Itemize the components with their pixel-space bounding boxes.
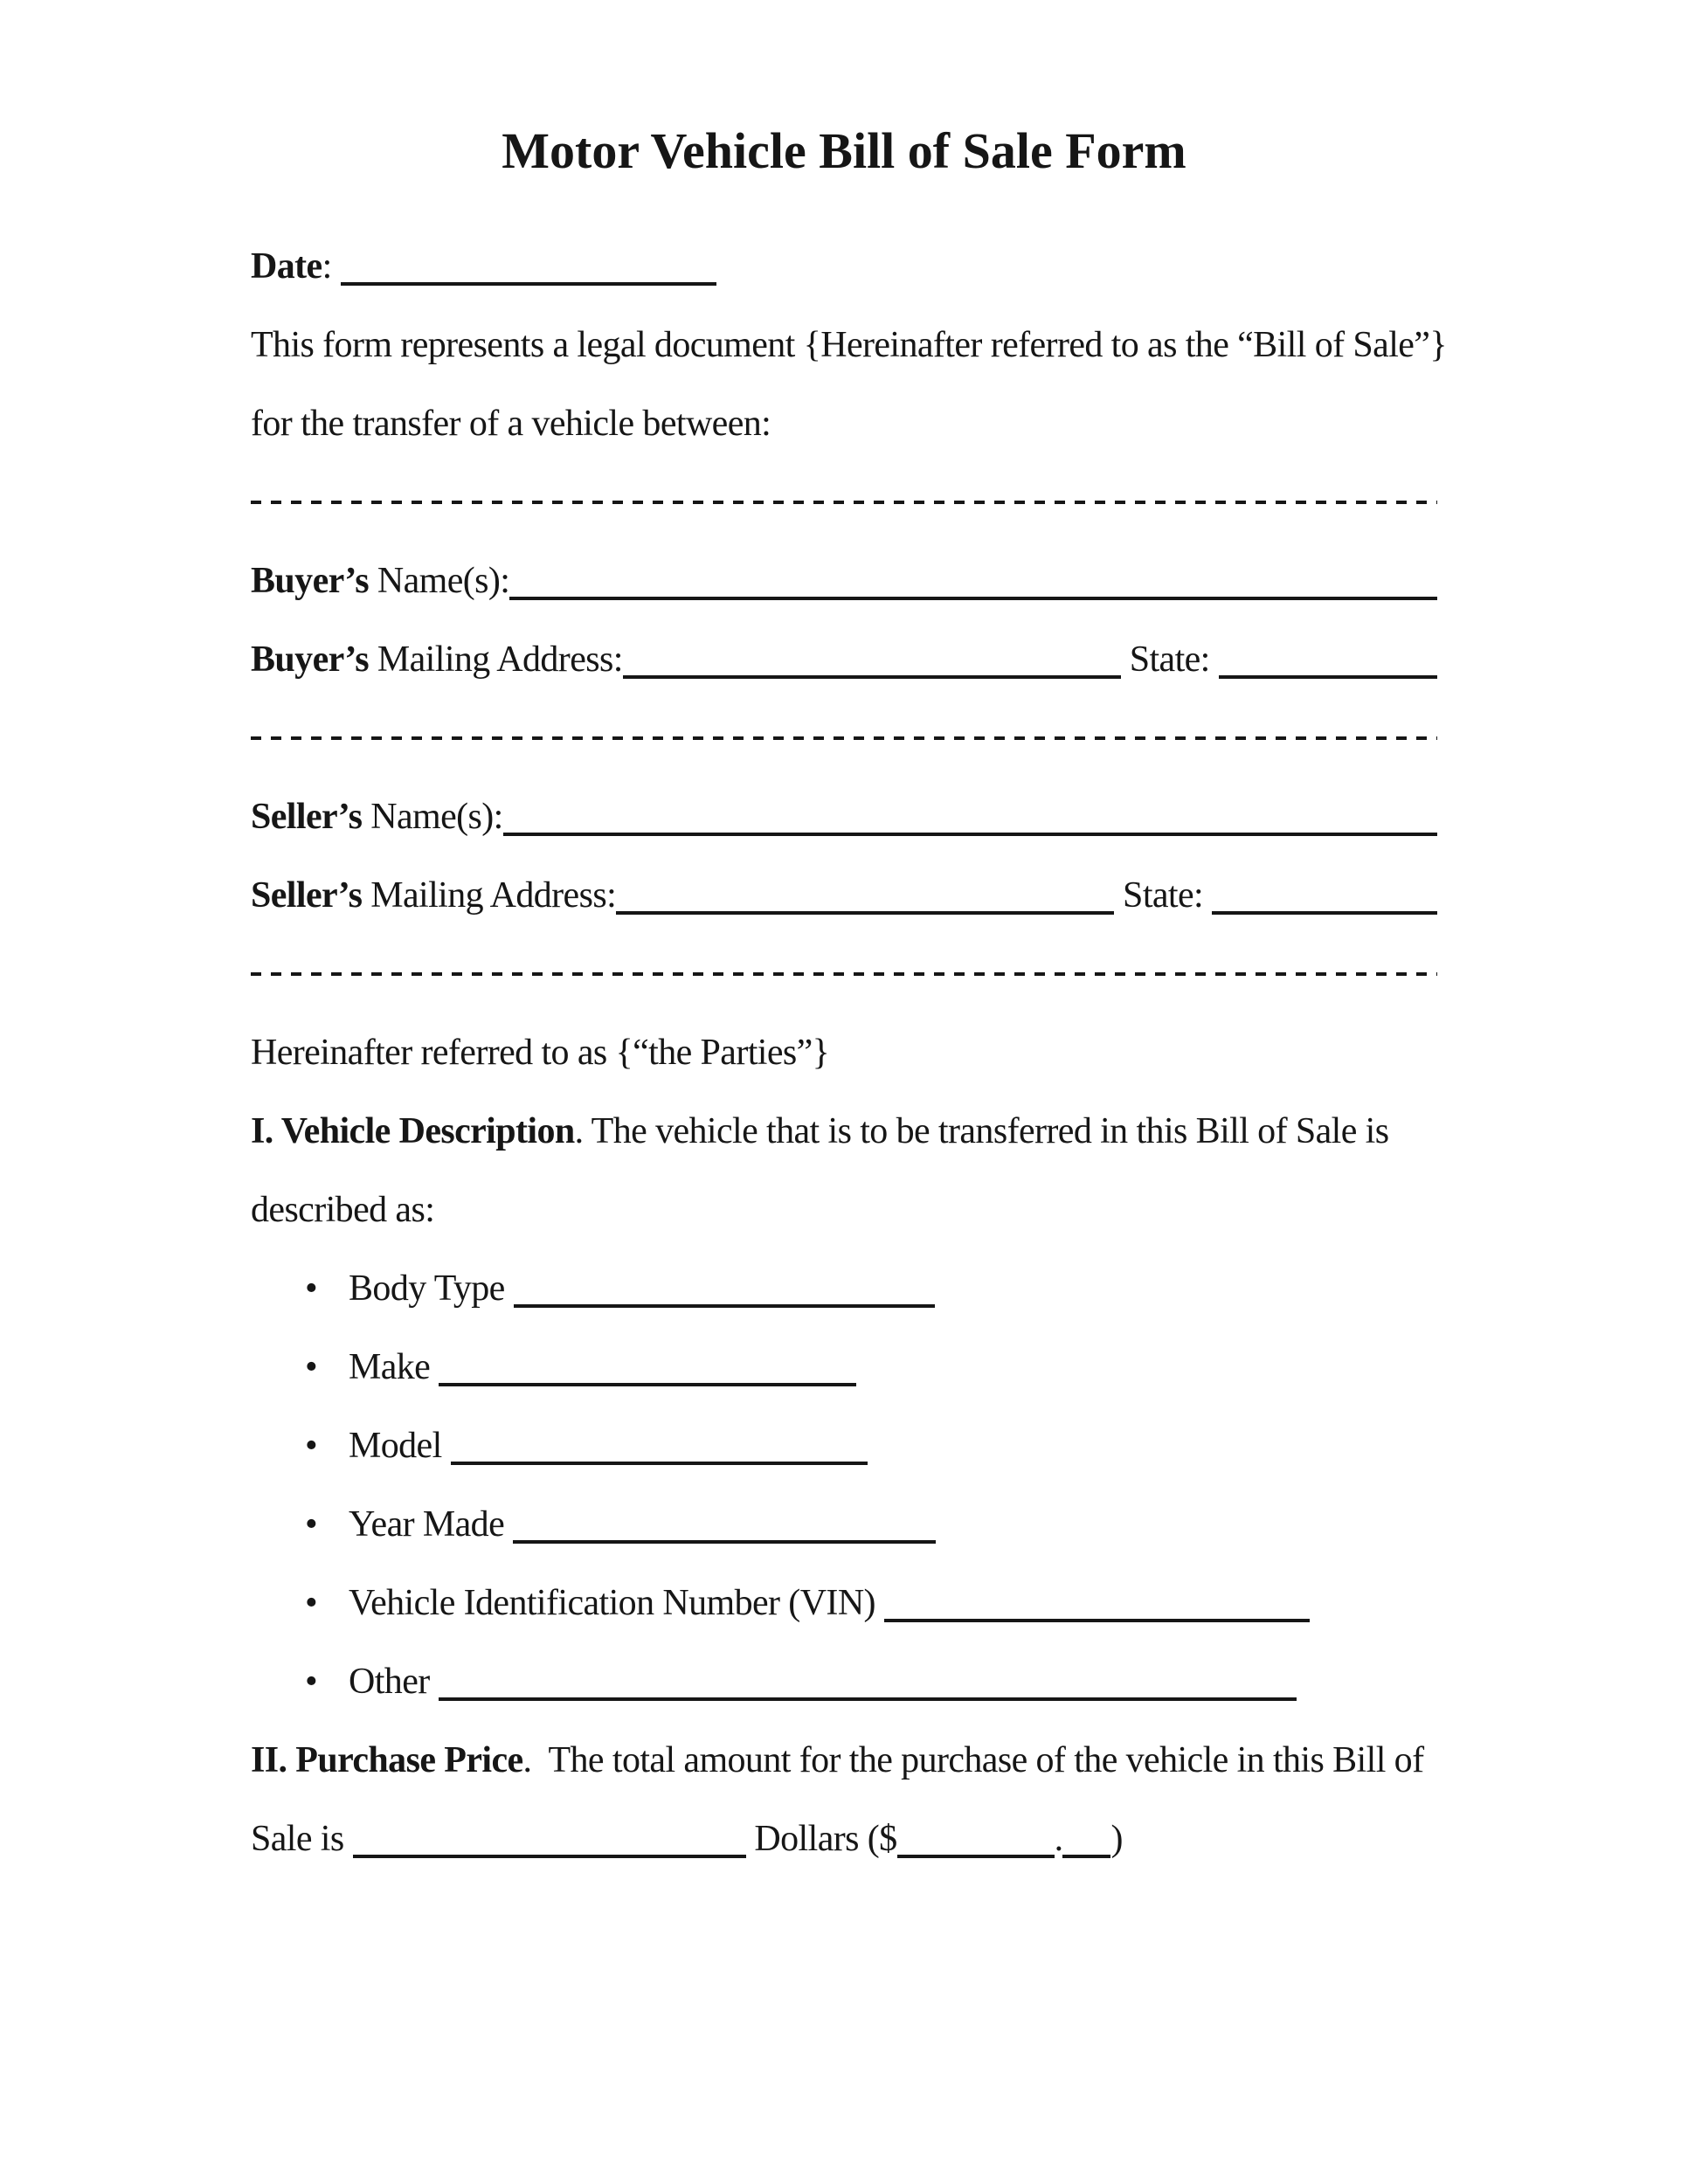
decimal-point: . [1054,1818,1063,1859]
seller-name-label-bold: Seller’s [251,796,363,837]
dashed-separator-2 [251,699,1437,778]
bullet-item-vin [251,1564,1437,1642]
bullet-item-body-type [251,1249,1437,1328]
bullet-label: Other [349,1661,439,1702]
section2-heading-line [251,1721,1437,1800]
bullet-label: Make [349,1346,439,1387]
section2-heading-text: . The total amount for the purchase of the vehicle in this Bill of [522,1739,1424,1780]
seller-state-label: State: [1114,874,1213,916]
section1-heading: I. Vehicle Description [251,1110,575,1151]
seller-address-label-bold: Seller’s [251,874,363,916]
buyer-name-line [251,542,1437,620]
buyer-address-label: Mailing Address: [369,639,623,680]
cents-blank-line [1062,1814,1110,1858]
body-type-blank-line [514,1264,935,1308]
seller-name-line [251,778,1437,856]
seller-address-line [251,856,1437,935]
dollars-label: Dollars ($ [745,1818,897,1859]
model-blank-line [451,1421,868,1465]
bullet-icon: • [305,1503,318,1545]
close-paren: ) [1110,1818,1123,1859]
intro-line-2: for the transfer of a vehicle between: [251,403,771,444]
intro-line-1: This form represents a legal document {Hereinafter referred to as the “Bill of Sale”} [251,324,1447,365]
bullet-label: Vehicle Identification Number (VIN) [349,1582,884,1623]
vin-blank-line [884,1579,1310,1622]
bullet-icon: • [305,1582,318,1623]
buyer-name-label-bold: Buyer’s [251,560,369,601]
bullet-label: Year Made [349,1503,514,1545]
sale-amount-blank-line [353,1814,746,1858]
bullet-icon: • [305,1661,318,1702]
buyer-address-label-bold: Buyer’s [251,639,369,680]
document-body [0,227,1688,1878]
page-title: Motor Vehicle Bill of Sale Form [502,122,1186,179]
section1-heading-text: . The vehicle that is to be transferred in this Bill of Sale is [574,1110,1389,1151]
parties-line: Hereinafter referred to as {“the Parties”} [251,1032,830,1073]
buyer-address-line [251,620,1437,699]
bullet-icon: • [305,1425,318,1466]
date-label: Date [251,245,322,287]
sale-amount-line [251,1800,1437,1878]
date-colon: : [322,245,341,287]
buyer-state-label: State: [1120,639,1219,680]
other-blank-line [439,1657,1297,1701]
bullet-icon: • [305,1268,318,1309]
dashed-line [251,736,1437,740]
date-blank-line [341,242,716,286]
bullet-item-model [251,1406,1437,1485]
dashed-separator-1 [251,463,1437,542]
bullet-icon: • [305,1346,318,1387]
bullet-label: Body Type [349,1268,514,1309]
seller-address-label: Mailing Address: [362,874,617,916]
dashed-separator-3 [251,935,1437,1013]
dashed-line [251,501,1437,504]
section1-heading-line [251,1092,1437,1171]
seller-name-blank-line [503,829,1437,836]
buyer-name-blank-line [509,593,1437,600]
buyer-state-blank-line [1219,672,1437,679]
bullet-item-other [251,1642,1437,1721]
bullet-item-make [251,1328,1437,1406]
seller-address-blank-line [616,908,1114,915]
seller-state-blank-line [1212,908,1437,915]
section2-heading: II. Purchase Price [251,1739,523,1780]
dashed-line [251,972,1437,976]
sale-prefix: Sale is [251,1818,353,1859]
buyer-address-blank-line [623,672,1121,679]
buyer-name-label: Name(s): [369,560,510,601]
dollar-amount-blank-line [897,1814,1055,1858]
bullet-item-year-made [251,1485,1437,1564]
make-blank-line [439,1343,856,1386]
bullet-label: Model [349,1425,451,1466]
section1-continuation-line: described as: [251,1189,435,1230]
year-made-blank-line [513,1500,936,1544]
seller-name-label: Name(s): [362,796,503,837]
date-line [251,227,1437,306]
